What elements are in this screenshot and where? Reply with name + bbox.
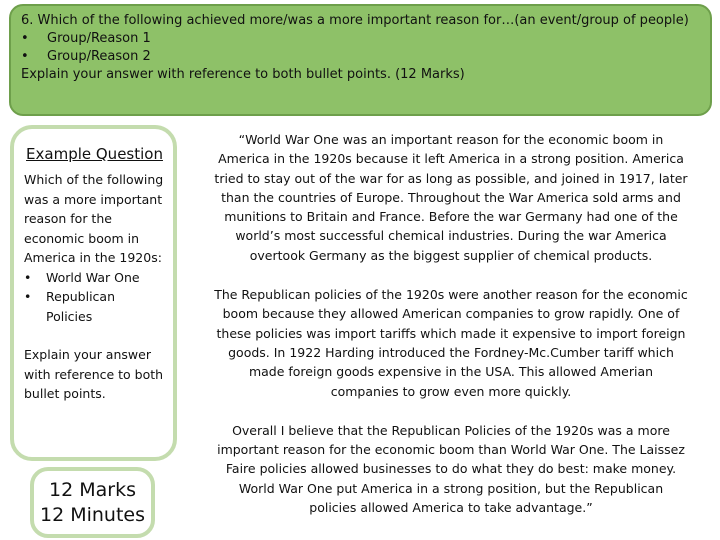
question-bullet-list bbox=[21, 30, 700, 66]
bullet-icon: • bbox=[21, 49, 29, 64]
question-bullet-item bbox=[21, 30, 700, 48]
answer-paragraph: “World War One was an important reason for the economic boom in America in the 1920s because it left America in a strong position. America tried to stay out of the war for as long as possible, and joined in 1917, later than the countries of Europe. Throughout the War America sold arms and munitions to Britain and France. Before the war Germany had one of the world’s most successful chemical industries. During the war America overtook Germany as the biggest supplier of chemical products. bbox=[214, 132, 688, 263]
example-bullet-label: Republican Policies bbox=[46, 289, 116, 324]
answer-paragraph: Overall I believe that the Republican Policies of the 1920s was a more important reason for the economic boom than World War One. The Laissez Faire policies allowed businesses to do what they do best: make money. World War One put America in a strong position, but the Republican policies allowed America to take advantage.” bbox=[217, 422, 685, 516]
example-question-box bbox=[10, 125, 177, 461]
example-bullet-item bbox=[24, 268, 165, 288]
question-text: 6. Which of the following achieved more/was a more important reason for…(an event/group of people) bbox=[21, 13, 689, 28]
example-title: Example Question bbox=[26, 145, 163, 163]
question-bullet-label: Group/Reason 2 bbox=[47, 49, 151, 64]
example-explain: Explain your answer with reference to both bullet points. bbox=[24, 347, 164, 401]
question-header bbox=[9, 4, 712, 116]
bullet-icon: • bbox=[24, 269, 32, 285]
question-explain: Explain your answer with reference to both bullet points. (12 Marks) bbox=[21, 67, 465, 82]
bullet-icon: • bbox=[24, 289, 32, 304]
example-prompt: Which of the following was a more important reason for the economic boom in America in the 1920s: bbox=[24, 172, 164, 265]
answer-paragraph: The Republican policies of the 1920s were another reason for the economic boom because they allowed American companies to grow rapidly. One of these policies was import tariffs which made it expensive to import foreign goods. In 1922 Harding introduced the Fordney-Mc.Cumber tariff which made foreign goods expensive in the USA. This allowed Amerian companies to grow even more quickly. bbox=[214, 287, 688, 399]
minutes-label: 12 Minutes bbox=[39, 503, 145, 526]
marks-box bbox=[30, 467, 155, 538]
example-bullet-item bbox=[24, 287, 165, 326]
question-bullet-label: Group/Reason 1 bbox=[47, 31, 151, 46]
model-answer bbox=[214, 130, 688, 517]
bullet-icon: • bbox=[21, 31, 29, 46]
marks-label: 12 Marks bbox=[49, 478, 136, 501]
example-bullet-list bbox=[24, 268, 165, 327]
example-bullet-label: World War One bbox=[46, 269, 140, 285]
question-bullet-item bbox=[21, 48, 700, 66]
